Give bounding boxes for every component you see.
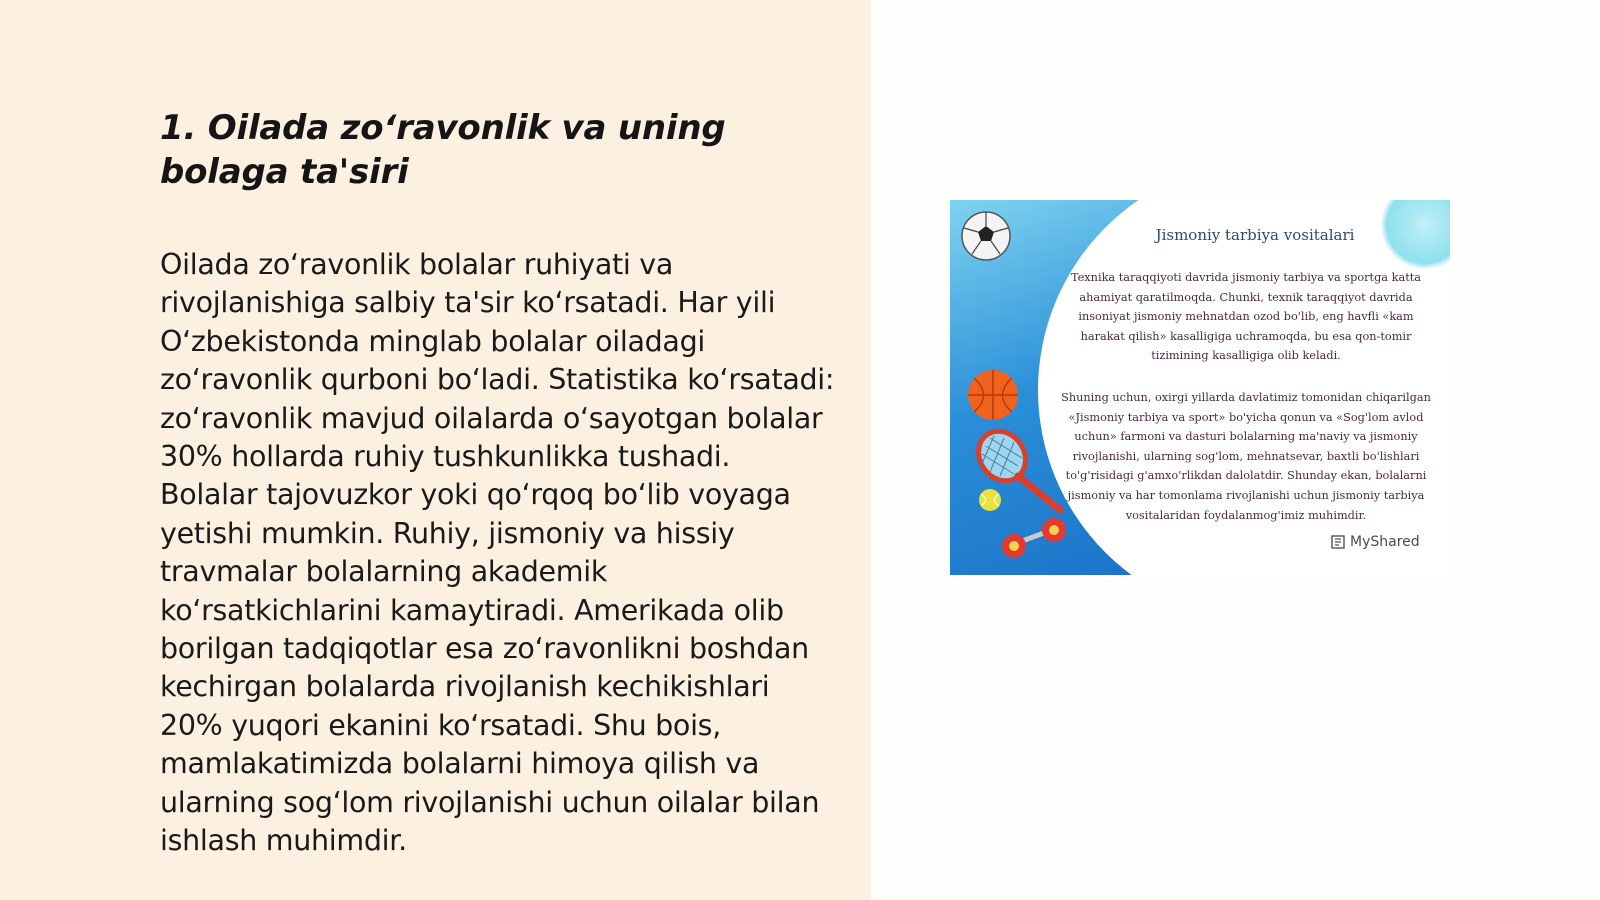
soccer-ball-icon [960, 210, 1012, 262]
slide-title: 1. Oilada zo‘ravonlik va uning bolaga ta'siri [160, 108, 726, 192]
tennis-ball-icon [978, 488, 1002, 512]
card-title: Jismoniy tarbiya vositalari [1155, 226, 1355, 244]
basketball-icon [966, 368, 1020, 422]
card-paragraph-1: Texnika taraqqiyoti davrida jismoniy tarbiya va sportga katta ahamiyat qaratilmoqda. Chunki, texnik taraqqiyot davrida insoniyat jismoniy mehnatdan ozod bo'lib, eng havfli «kam harakat qilish» kasalligiga uchramoqda, bu esa qon-tomir tizimining kasalligiga olib keladi. [1070, 271, 1422, 363]
illustration-image [950, 200, 1450, 575]
watermark-label: MyShared [1350, 534, 1420, 550]
slide-body-text: Oilada zo‘ravonlik bolalar ruhiyati va rivojlanishiga salbiy ta'sir ko‘rsatadi. Har yili O‘zbekistonda minglab bolalar oiladagi zo‘ravonlik qurboni bo‘ladi. Statistika ko‘rsatadi: zo‘ravonlik mavjud oilalarda o‘sayotgan bolalar 30% hollarda ruhiy tushkunlikka tushadi. Bolalar tajovuzkor yoki qo‘rqoq bo‘lib voyaga yetishi mumkin. Ruhiy, jismoniy va hissiy travmalar bolalarning akademik ko‘rsatkichlarini kamaytiradi. Amerikada olib borilgan tadqiqotlar esa zo‘ravonlikni boshdan kechirgan bolalarda rivojlanish kechikishlari 20% yuqori ekanini ko‘rsatadi. Shu bois, mamlakatimizda bolalarni himoya qilish va ularning sog‘lom rivojlanishi uchun oilalar bilan ishlash muhimdir. [160, 248, 835, 858]
card-paragraph-2: Shuning uchun, oxirgi yillarda davlatimiz tomonidan chiqarilgan «Jismoniy tarbiya va sport» bo'yicha qonun va «Sog'lom avlod uchun» farmoni va dasturi bolalarning ma'naviy va jismoniy rivojlanishi, ularning sog'lom, mehnatsevar, baxtli bo'lishlari to'g'risidagi g'amxo'rlikdan dalolatdir. Shunday ekan, bolalarni jismoniy va har tomonlama rivojlanishi uchun jismoniy tarbiya vositalaridan foydalanmog'imiz muhimdir. [1061, 391, 1431, 522]
card-corner-accent [1380, 200, 1450, 270]
watermark-icon [1330, 534, 1346, 550]
watermark [1330, 534, 1420, 550]
